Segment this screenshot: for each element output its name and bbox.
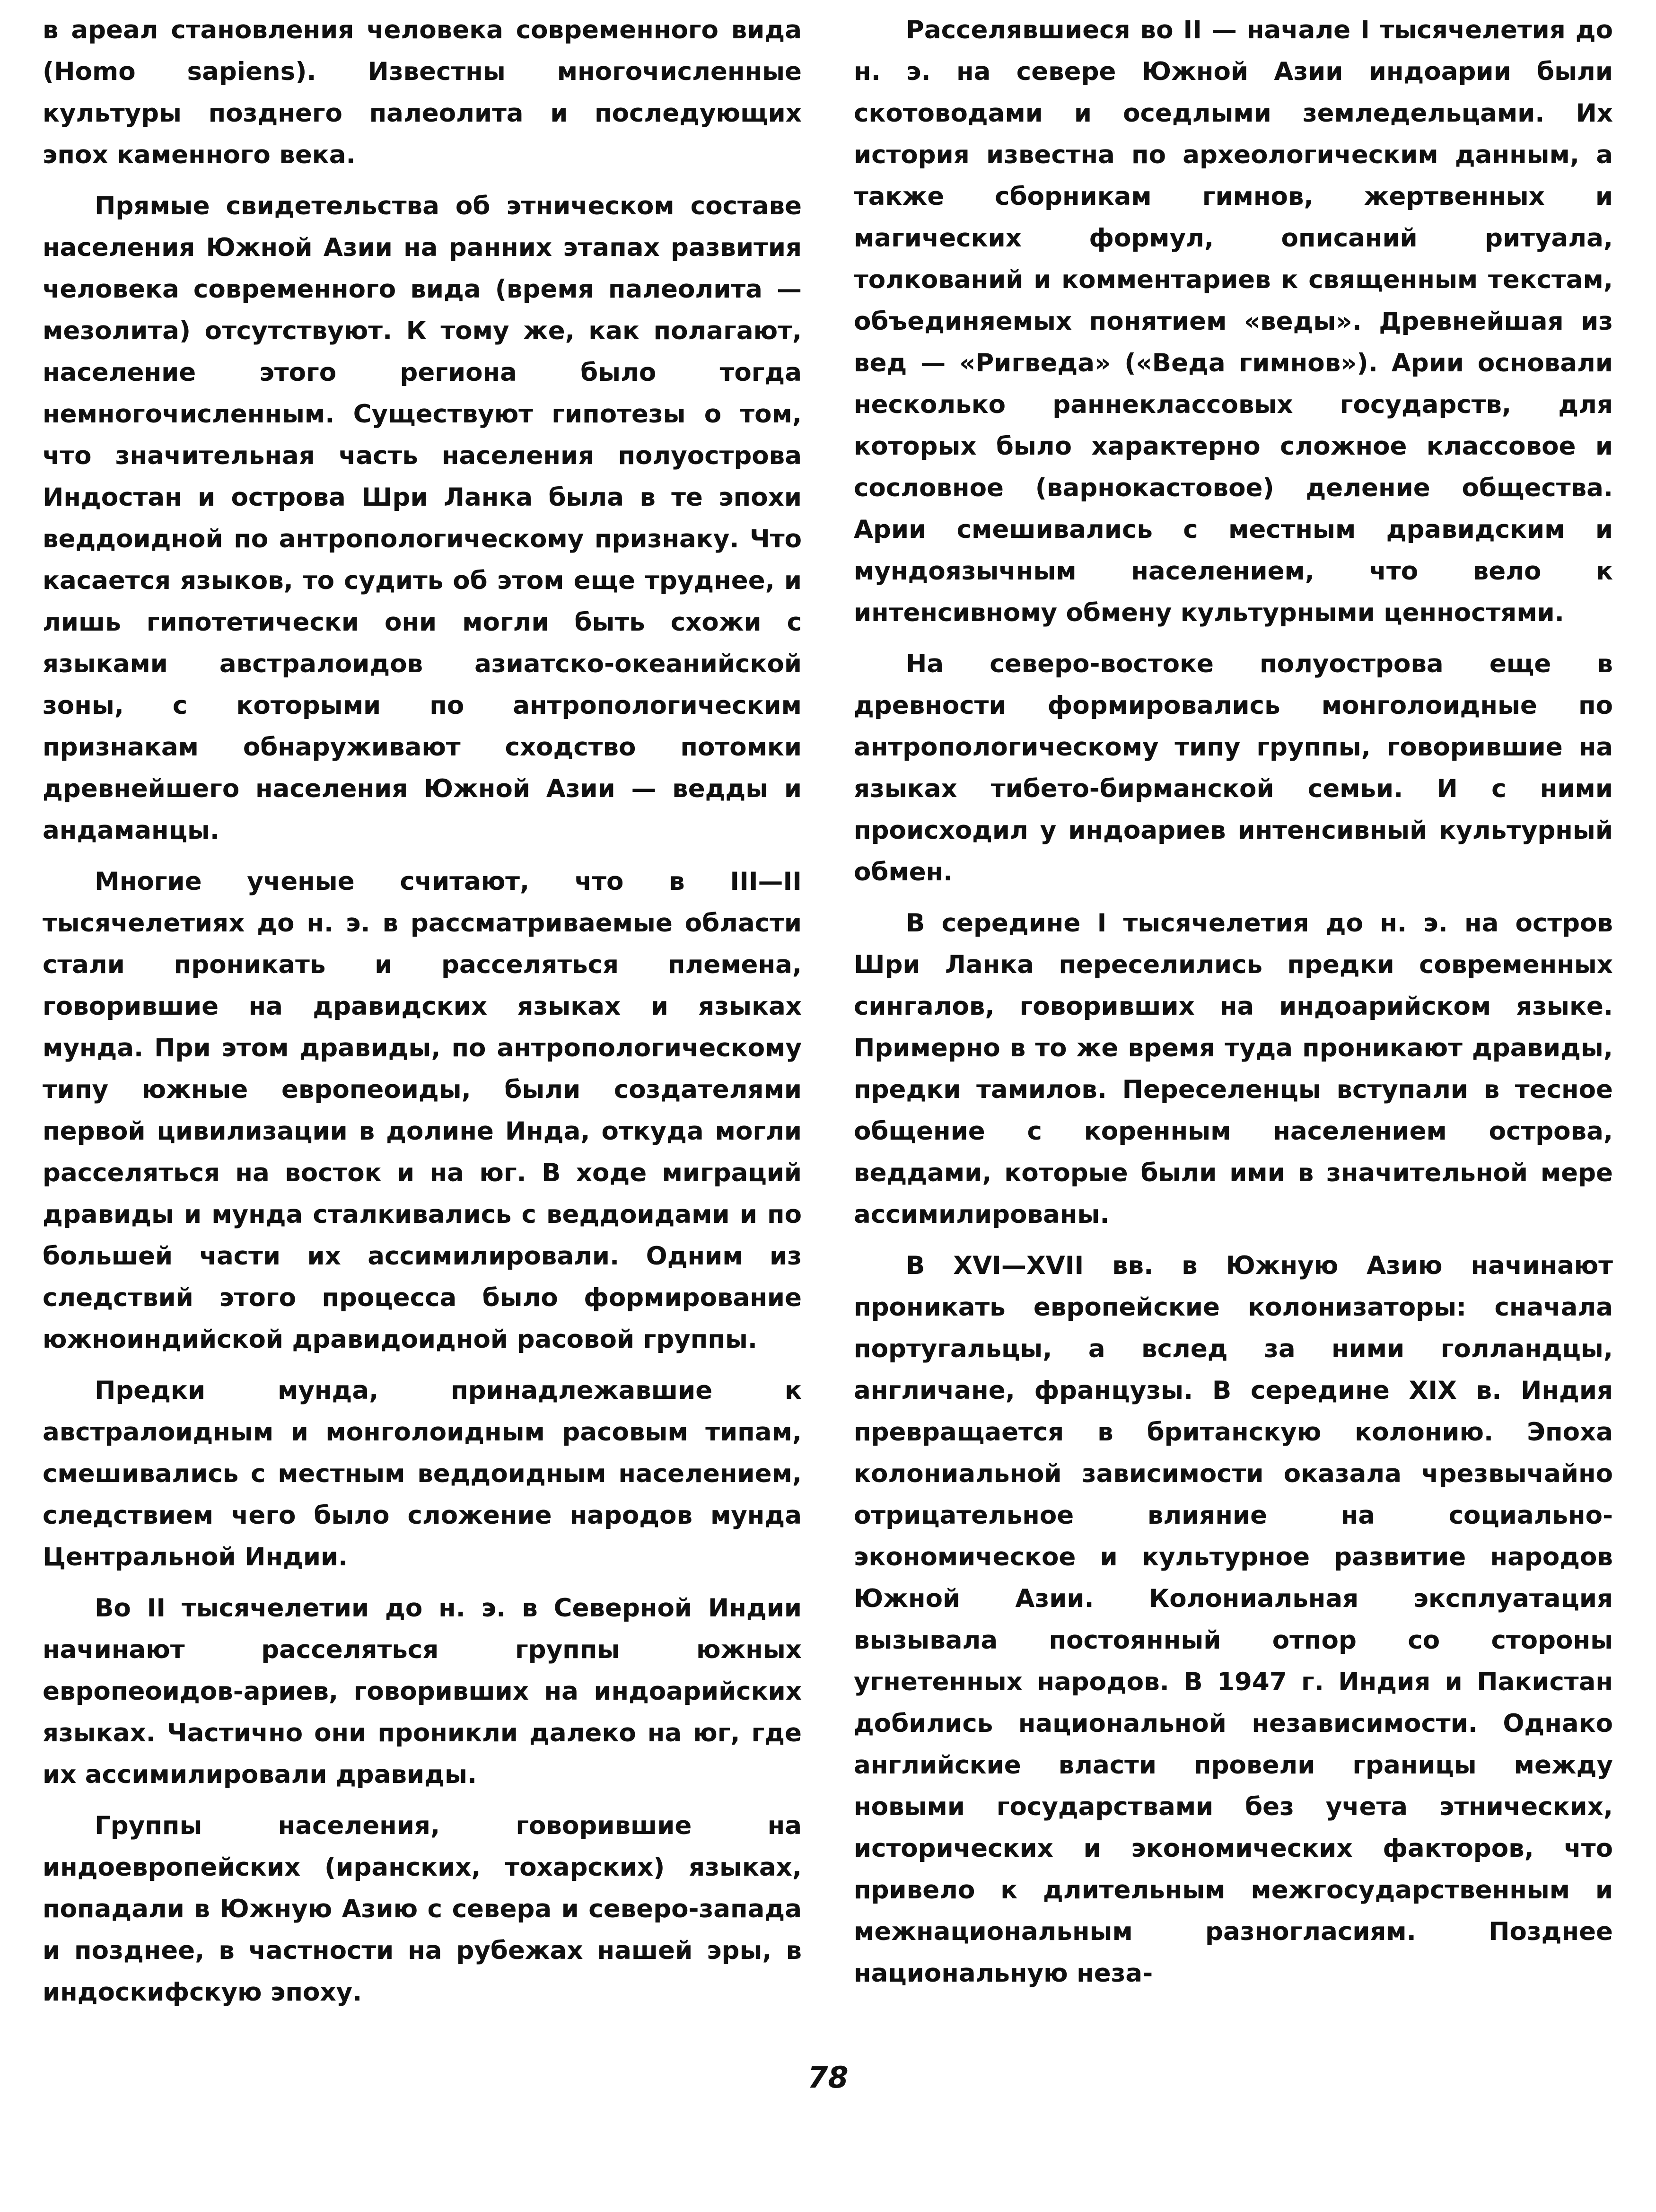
paragraph: в ареал становления человека современного вида (Homo sapiens). Известны многочисленные культуры позднего палеолита и последующих эпох каменного века.	[43, 16, 802, 169]
paragraph: Многие ученые считают, что в III—II тысячелетиях до н. э. в рассматриваемые области стали проникать и расселяться племена, говорившие на дравидских языках и языках мунда. При этом дравиды, по антропологическому типу южные европеоиды, были создателями первой цивилизации в долине Инда, откуда могли расселяться на восток и на юг. В ходе миграций дравиды и мунда сталкивались с веддоидами и по большей части их ассимилировали. Одним из следствий этого процесса было формирование южноиндийской дравидоидной расовой группы.	[43, 867, 802, 1354]
paragraph: Расселявшиеся во II — начале I тысячелетия до н. э. на севере Южной Азии индоарии были скотоводами и оседлыми земледельцами. Их история известна по археологическим данным, а также сборникам гимнов, жертвенных и магических формул, описаний ритуала, толкований и комментариев к священным текстам, объединяемых понятием «веды». Древнейшая из вед — «Ригведа» («Веда гимнов»). Арии основали несколько раннеклассовых государств, для которых было характерно сложное классовое и сословное (варнокастовое) деление общества. Арии смешивались с местным дравидским и мундоязычным населением, что вело к интенсивному обмену культурными ценностями.	[854, 16, 1613, 627]
paragraph: Группы населения, говорившие на индоевропейских (иранских, тохарских) языках, попадали в Южную Азию с севера и северо-запада и позднее, в частности на рубежах нашей эры, в индоскифскую эпоху.	[43, 1811, 802, 2007]
page-number: 78	[807, 2060, 849, 2095]
paragraph: На северо-востоке полуострова еще в древности формировались монголоидные по антропологическому типу группы, говорившие на языках тибето-бирманской семьи. И с ними происходил у индоариев интенсивный культурный обмен.	[854, 650, 1613, 887]
paragraph: Предки мунда, принадлежавшие к австралоидным и монголоидным расовым типам, смешивались с местным веддоидным населением, следствием чего было сложение народов мунда Центральной Индии.	[43, 1376, 802, 1571]
paragraph: Во II тысячелетии до н. э. в Северной Индии начинают расселяться группы южных европеоидов-ариев, говоривших на индоарийских языках. Частично они проникли далеко на юг, где их ассимилировали дравиды.	[43, 1594, 802, 1789]
right-column	[854, 9, 1613, 2004]
paragraph: Прямые свидетельства об этническом составе населения Южной Азии на ранних этапах развития человека современного вида (время палеолита — мезолита) отсутствуют. К тому же, как полагают, население этого региона было тогда немногочисленным. Существуют гипотезы о том, что значительная часть населения полуострова Индостан и острова Шри Ланка была в те эпохи веддоидной по антропологическому признаку. Что касается языков, то судить об этом еще труднее, и лишь гипотетически они могли быть схожи с языками австралоидов азиатско-океанийской зоны, с которыми по антропологическим признакам обнаруживают сходство потомки древнейшего населения Южной Азии — ведды и андаманцы.	[43, 192, 802, 845]
paragraph: В XVI—XVII вв. в Южную Азию начинают проникать европейские колонизаторы: сначала португальцы, а вслед за ними голландцы, англичане, французы. В середине XIX в. Индия превращается в британскую колонию. Эпоха колониальной зависимости оказала чрезвычайно отрицательное влияние на социально-экономическое и культурное развитие народов Южной Азии. Колониальная эксплуатация вызывала постоянный отпор со стороны угнетенных народов. В 1947 г. Индия и Пакистан добились национальной независимости. Однако английские власти провели границы между новыми государствами без учета этнических, исторических и экономических факторов, что привело к длительным межгосударственным и межнациональным разногласиям. Позднее национальную неза-	[854, 1251, 1613, 1988]
paragraph: В середине I тысячелетия до н. э. на остров Шри Ланка переселились предки современных сингалов, говоривших на индоарийском языке. Примерно в то же время туда проникают дравиды, предки тамилов. Переселенцы вступали в тесное общение с коренным населением острова, веддами, которые были ими в значительной мере ассимилированы.	[854, 909, 1613, 1229]
left-column	[43, 9, 802, 2023]
